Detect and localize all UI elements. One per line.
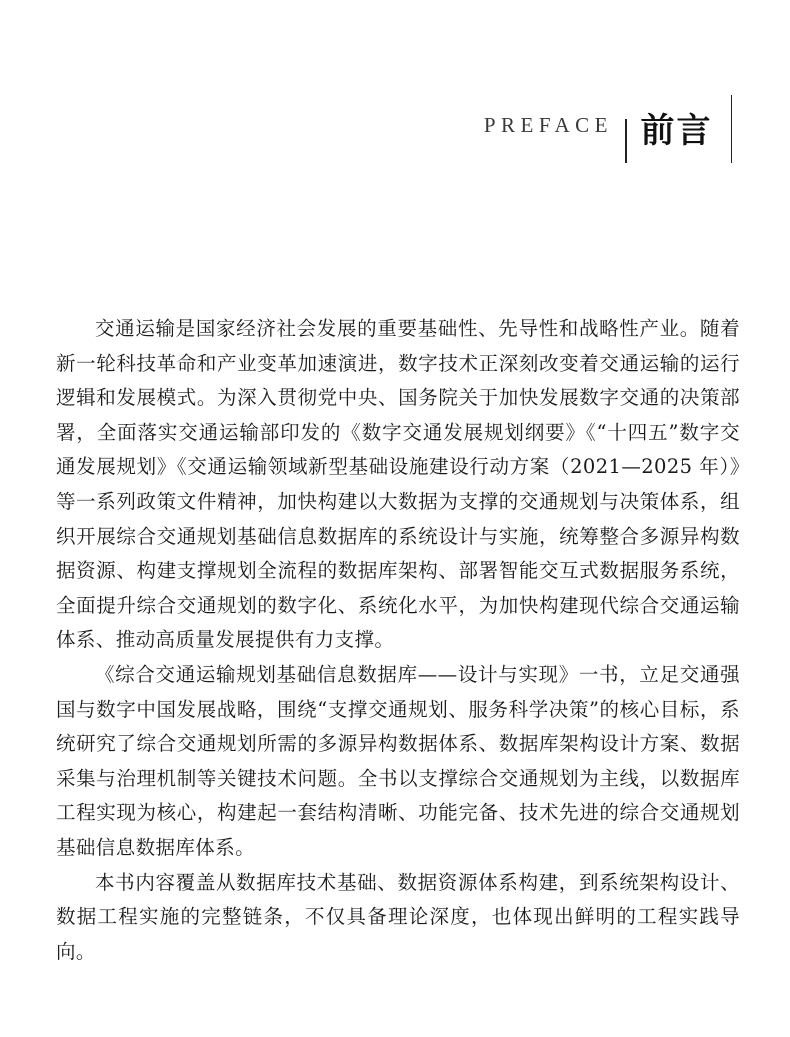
page-header bbox=[484, 95, 732, 163]
preface-body bbox=[56, 312, 740, 969]
paragraph-3: 本书内容覆盖从数据库技术基础、数据资源体系构建，到系统架构设计、数据工程实施的完整链条，不仅具备理论深度，也体现出鲜明的工程实践导向。 bbox=[56, 870, 740, 963]
paragraph-2: 《综合交通运输规划基础信息数据库——设计与实现》一书，立足交通强国与数字中国发展战略，围绕“支撑交通规划、服务科学决策”的核心目标，系统研究了综合交通规划所需的多源异构数据体系、数据库架构设计方案、数据采集与治理机制等关键技术问题。全书以支撑综合交通规划为主线，以数据库工程实现为核心，构建起一套结构清晰、功能完备、技术先进的综合交通规划基础信息数据库体系。 bbox=[56, 662, 740, 859]
header-english-title: PREFACE bbox=[483, 112, 613, 137]
paragraph-1: 交通运输是国家经济社会发展的重要基础性、先导性和战略性产业。随着新一轮科技革命和产业变革加速演进，数字技术正深刻改变着交通运输的运行逻辑和发展模式。为深入贯彻党中央、国务院关于加快发展数字交通的决策部署，全面落实交通运输部印发的《数字交通发展规划纲要》《“十四五”数字交通发展规划》《交通运输领域新型基础设施建设行动方案（2021—2025 年）》等一系列政策文件精神，加快构建以大数据为支撑的交通规划与决策体系，组织开展综合交通规划基础信息数据库的系统设计与实施，统筹整合多源异构数据资源、构建支撑规划全流程的数据库架构、部署智能交互式数据服务系统，全面提升综合交通规划的数字化、系统化水平，为加快构建现代综合交通运输体系、推动高质量发展提供有力支撑。 bbox=[56, 317, 740, 652]
header-chinese-title: 前言 bbox=[640, 110, 713, 151]
header-vertical-rule bbox=[731, 95, 733, 163]
header-divider bbox=[625, 119, 627, 163]
